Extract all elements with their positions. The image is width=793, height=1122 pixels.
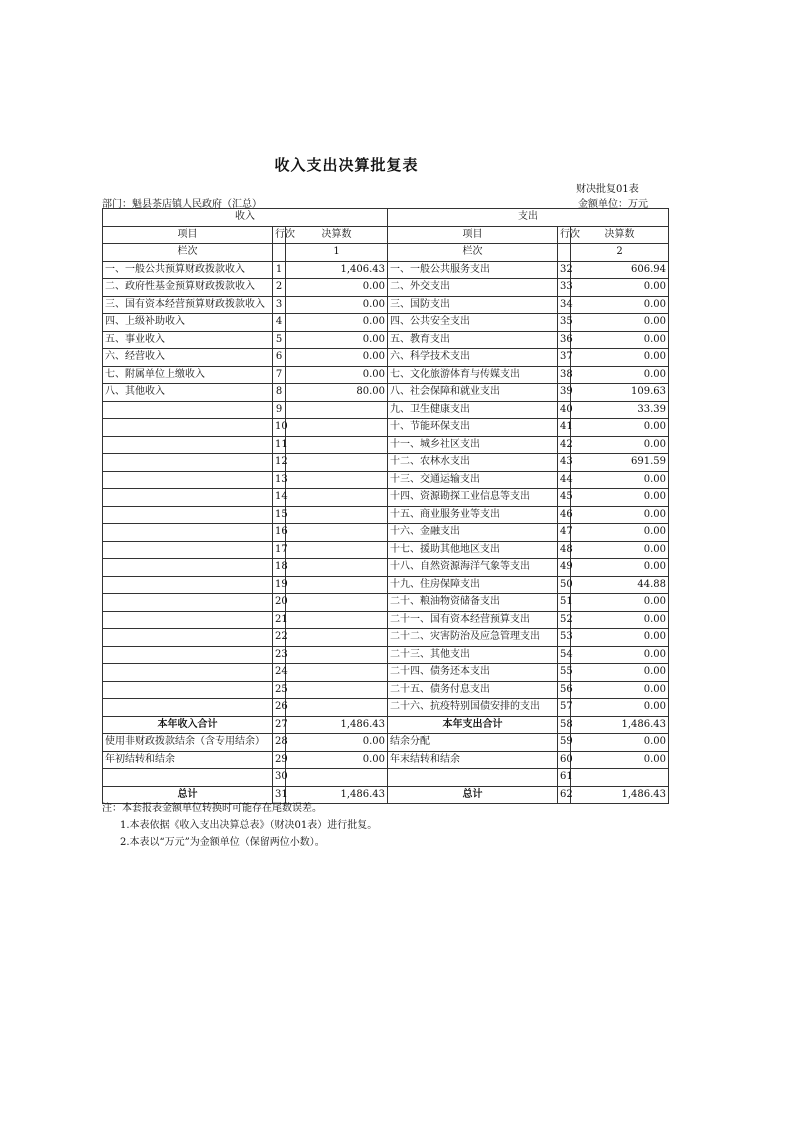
table-row	[103, 769, 669, 787]
income-amount	[286, 594, 388, 612]
income-item	[103, 664, 273, 682]
expense-col-label: 栏次	[388, 244, 558, 262]
income-item: 三、国有资本经营预算财政拨款收入	[103, 296, 273, 314]
income-line-no: 25	[273, 681, 286, 699]
income-amount	[286, 681, 388, 699]
expense-line-no: 45	[558, 489, 571, 507]
expense-line-no: 41	[558, 419, 571, 437]
expense-line-no: 34	[558, 296, 571, 314]
table-row	[103, 279, 669, 297]
income-item	[103, 699, 273, 717]
expense-line-no: 43	[558, 454, 571, 472]
table-row	[103, 436, 669, 454]
expense-line-no: 40	[558, 401, 571, 419]
expense-amount: 0.00	[571, 611, 669, 629]
header-row-columns	[103, 226, 669, 244]
department-label: 部门：魁县茶店镇人民政府（汇总）	[102, 199, 262, 210]
expense-amount: 44.88	[571, 576, 669, 594]
income-amount	[286, 611, 388, 629]
expense-amount: 0.00	[571, 506, 669, 524]
income-line-no: 26	[273, 699, 286, 717]
expense-header: 支出	[388, 209, 669, 227]
income-item: 年初结转和结余	[103, 751, 273, 769]
income-amount	[286, 664, 388, 682]
income-item	[103, 646, 273, 664]
expense-amount: 0.00	[571, 559, 669, 577]
table-row	[103, 489, 669, 507]
income-item: 五、事业收入	[103, 331, 273, 349]
income-amount: 1,486.43	[286, 786, 388, 804]
income-item	[103, 524, 273, 542]
expense-line-no: 38	[558, 366, 571, 384]
expense-line-no: 54	[558, 646, 571, 664]
table-row	[103, 331, 669, 349]
expense-item: 六、科学技术支出	[388, 349, 558, 367]
income-col-index: 1	[286, 244, 388, 262]
table-row	[103, 541, 669, 559]
expense-item: 十一、城乡社区支出	[388, 436, 558, 454]
income-line-no: 10	[273, 419, 286, 437]
expense-amount: 109.63	[571, 384, 669, 402]
table-row	[103, 349, 669, 367]
notes	[102, 800, 377, 851]
income-line-no: 28	[273, 734, 286, 752]
table-row	[103, 681, 669, 699]
expense-item: 三、国防支出	[388, 296, 558, 314]
expense-line-no: 47	[558, 524, 571, 542]
expense-item: 二十三、其他支出	[388, 646, 558, 664]
income-line-no: 31	[273, 786, 286, 804]
income-line-no: 19	[273, 576, 286, 594]
income-amount	[286, 436, 388, 454]
income-amount	[286, 489, 388, 507]
income-item	[103, 681, 273, 699]
expense-item: 十九、住房保障支出	[388, 576, 558, 594]
expense-item: 二十六、抗疫特别国债安排的支出	[388, 699, 558, 717]
income-amount-header: 决算数	[286, 226, 388, 244]
expense-amount: 0.00	[571, 541, 669, 559]
expense-item: 九、卫生健康支出	[388, 401, 558, 419]
expense-line-no: 60	[558, 751, 571, 769]
income-item	[103, 576, 273, 594]
table-row	[103, 664, 669, 682]
expense-amount: 0.00	[571, 524, 669, 542]
income-amount	[286, 769, 388, 787]
income-amount	[286, 646, 388, 664]
expense-amount: 33.39	[571, 401, 669, 419]
expense-item: 二十、粮油物资储备支出	[388, 594, 558, 612]
income-line-no: 11	[273, 436, 286, 454]
income-item	[103, 611, 273, 629]
expense-item: 四、公共安全支出	[388, 314, 558, 332]
expense-amount: 0.00	[571, 594, 669, 612]
table-row	[103, 646, 669, 664]
income-amount	[286, 524, 388, 542]
expense-line-no: 57	[558, 699, 571, 717]
expense-amount: 691.59	[571, 454, 669, 472]
income-item	[103, 629, 273, 647]
income-line-no: 3	[273, 296, 286, 314]
income-item	[103, 559, 273, 577]
expense-amount: 0.00	[571, 331, 669, 349]
income-line-no: 4	[273, 314, 286, 332]
income-line-no: 24	[273, 664, 286, 682]
income-line-no: 12	[273, 454, 286, 472]
expense-amount	[571, 769, 669, 787]
table-row	[103, 401, 669, 419]
income-line-no: 15	[273, 506, 286, 524]
expense-col-index: 2	[571, 244, 669, 262]
expense-line-no: 37	[558, 349, 571, 367]
expense-item: 一、一般公共服务支出	[388, 261, 558, 279]
expense-amount: 0.00	[571, 349, 669, 367]
income-header: 收入	[103, 209, 388, 227]
page-title: 收入支出决算批复表	[274, 156, 419, 174]
income-item	[103, 401, 273, 419]
expense-amount: 1,486.43	[571, 716, 669, 734]
income-item: 总计	[103, 786, 273, 804]
expense-line-no: 53	[558, 629, 571, 647]
expense-amount: 0.00	[571, 279, 669, 297]
income-item	[103, 471, 273, 489]
income-item: 使用非财政拨款结余（含专用结余）	[103, 734, 273, 752]
header-row-column-index	[103, 244, 669, 262]
expense-line-no: 48	[558, 541, 571, 559]
table-row	[103, 454, 669, 472]
income-line-header: 行次	[273, 226, 286, 244]
expense-amount: 606.94	[571, 261, 669, 279]
income-amount: 0.00	[286, 734, 388, 752]
income-col-label: 栏次	[103, 244, 273, 262]
income-line-no: 2	[273, 279, 286, 297]
income-amount	[286, 629, 388, 647]
expense-item: 结余分配	[388, 734, 558, 752]
table-row	[103, 751, 669, 769]
income-item: 六、经营收入	[103, 349, 273, 367]
income-line-no: 30	[273, 769, 286, 787]
expense-amount: 0.00	[571, 664, 669, 682]
expense-line-no: 59	[558, 734, 571, 752]
income-item	[103, 769, 273, 787]
expense-line-no: 36	[558, 331, 571, 349]
subtotal-row	[103, 716, 669, 734]
income-expense-table	[102, 208, 669, 804]
income-line-no: 9	[273, 401, 286, 419]
expense-line-no: 56	[558, 681, 571, 699]
income-amount	[286, 454, 388, 472]
expense-item: 十六、金融支出	[388, 524, 558, 542]
income-line-no: 17	[273, 541, 286, 559]
income-item: 四、上级补助收入	[103, 314, 273, 332]
expense-amount: 0.00	[571, 646, 669, 664]
expense-item: 本年支出合计	[388, 716, 558, 734]
income-amount: 1,406.43	[286, 261, 388, 279]
form-number: 财决批复01表	[576, 184, 639, 195]
income-amount: 0.00	[286, 331, 388, 349]
income-amount	[286, 559, 388, 577]
expense-amount: 0.00	[571, 681, 669, 699]
note-2: 2.本表以“万元”为金额单位（保留两位小数）。	[120, 837, 325, 848]
expense-amount: 0.00	[571, 629, 669, 647]
expense-line-no: 46	[558, 506, 571, 524]
income-amount	[286, 576, 388, 594]
income-line-no: 20	[273, 594, 286, 612]
expense-line-no: 50	[558, 576, 571, 594]
expense-line-no: 58	[558, 716, 571, 734]
expense-item: 二十一、国有资本经营预算支出	[388, 611, 558, 629]
expense-item: 十七、援助其他地区支出	[388, 541, 558, 559]
expense-line-no: 61	[558, 769, 571, 787]
table-row	[103, 524, 669, 542]
unit-label: 金额单位：万元	[578, 199, 648, 210]
income-line-no: 13	[273, 471, 286, 489]
expense-item: 七、文化旅游体育与传媒支出	[388, 366, 558, 384]
income-line-no: 1	[273, 261, 286, 279]
expense-line-no: 42	[558, 436, 571, 454]
income-line-no: 5	[273, 331, 286, 349]
expense-line-no: 33	[558, 279, 571, 297]
table-row	[103, 384, 669, 402]
income-amount	[286, 419, 388, 437]
expense-item: 十、节能环保支出	[388, 419, 558, 437]
table-row	[103, 366, 669, 384]
expense-item: 二十四、债务还本支出	[388, 664, 558, 682]
income-item: 本年收入合计	[103, 716, 273, 734]
expense-line-header: 行次	[558, 226, 571, 244]
expense-amount: 0.00	[571, 314, 669, 332]
expense-amount: 0.00	[571, 296, 669, 314]
expense-amount: 0.00	[571, 699, 669, 717]
income-amount: 0.00	[286, 314, 388, 332]
expense-line-no: 39	[558, 384, 571, 402]
income-item: 二、政府性基金预算财政拨款收入	[103, 279, 273, 297]
expense-amount: 0.00	[571, 366, 669, 384]
expense-amount-header: 决算数	[571, 226, 669, 244]
expense-item: 二、外交支出	[388, 279, 558, 297]
expense-line-no: 35	[558, 314, 571, 332]
expense-item: 十八、自然资源海洋气象等支出	[388, 559, 558, 577]
income-amount: 1,486.43	[286, 716, 388, 734]
expense-amount: 0.00	[571, 419, 669, 437]
income-amount	[286, 699, 388, 717]
expense-item: 总计	[388, 786, 558, 804]
income-item	[103, 594, 273, 612]
income-amount	[286, 541, 388, 559]
expense-line-no: 62	[558, 786, 571, 804]
table-row	[103, 611, 669, 629]
expense-item: 十四、资源勘探工业信息等支出	[388, 489, 558, 507]
income-item	[103, 489, 273, 507]
income-amount	[286, 506, 388, 524]
expense-line-no: 44	[558, 471, 571, 489]
table-row	[103, 559, 669, 577]
income-amount: 0.00	[286, 751, 388, 769]
income-item: 一、一般公共预算财政拨款收入	[103, 261, 273, 279]
table-row	[103, 314, 669, 332]
income-line-no: 22	[273, 629, 286, 647]
expense-amount: 0.00	[571, 751, 669, 769]
income-line-no: 8	[273, 384, 286, 402]
expense-item: 二十二、灾害防治及应急管理支出	[388, 629, 558, 647]
expense-amount: 0.00	[571, 436, 669, 454]
expense-amount: 0.00	[571, 471, 669, 489]
income-item	[103, 436, 273, 454]
income-line-no: 14	[273, 489, 286, 507]
expense-line-no: 49	[558, 559, 571, 577]
table-row	[103, 419, 669, 437]
table-row	[103, 471, 669, 489]
expense-item: 八、社会保障和就业支出	[388, 384, 558, 402]
header-row-sections	[103, 209, 669, 227]
income-amount: 0.00	[286, 279, 388, 297]
expense-item: 五、教育支出	[388, 331, 558, 349]
note-1: 1.本表依据《收入支出决算总表》（财决01表）进行批复。	[120, 820, 378, 831]
expense-item: 二十五、债务付息支出	[388, 681, 558, 699]
income-line-no: 6	[273, 349, 286, 367]
table-row	[103, 594, 669, 612]
expense-amount: 1,486.43	[571, 786, 669, 804]
income-item	[103, 541, 273, 559]
income-line-no: 7	[273, 366, 286, 384]
table-row	[103, 506, 669, 524]
income-line-no: 27	[273, 716, 286, 734]
income-amount: 0.00	[286, 296, 388, 314]
income-amount	[286, 471, 388, 489]
income-line-no: 21	[273, 611, 286, 629]
income-line-no: 16	[273, 524, 286, 542]
table-row	[103, 699, 669, 717]
expense-line-no: 32	[558, 261, 571, 279]
expense-item: 十二、农林水支出	[388, 454, 558, 472]
expense-amount: 0.00	[571, 489, 669, 507]
table-row	[103, 629, 669, 647]
expense-item: 年末结转和结余	[388, 751, 558, 769]
income-amount	[286, 401, 388, 419]
table-row	[103, 576, 669, 594]
income-amount: 80.00	[286, 384, 388, 402]
expense-line-no: 51	[558, 594, 571, 612]
expense-item	[388, 769, 558, 787]
expense-line-no: 55	[558, 664, 571, 682]
table-row	[103, 296, 669, 314]
income-line-no: 18	[273, 559, 286, 577]
note-0: 注：本套报表金额单位转换时可能存在尾数误差。	[102, 803, 322, 814]
income-line-no: 23	[273, 646, 286, 664]
expense-item-header: 项目	[388, 226, 558, 244]
table-row	[103, 261, 669, 279]
expense-item: 十五、商业服务业等支出	[388, 506, 558, 524]
income-item: 七、附属单位上缴收入	[103, 366, 273, 384]
expense-line-no: 52	[558, 611, 571, 629]
income-item: 八、其他收入	[103, 384, 273, 402]
income-item	[103, 454, 273, 472]
empty-cell	[273, 244, 286, 262]
expense-item: 十三、交通运输支出	[388, 471, 558, 489]
income-amount: 0.00	[286, 366, 388, 384]
table-row	[103, 734, 669, 752]
expense-amount: 0.00	[571, 734, 669, 752]
income-amount: 0.00	[286, 349, 388, 367]
empty-cell	[558, 244, 571, 262]
income-item-header: 项目	[103, 226, 273, 244]
income-line-no: 29	[273, 751, 286, 769]
income-item	[103, 419, 273, 437]
income-item	[103, 506, 273, 524]
